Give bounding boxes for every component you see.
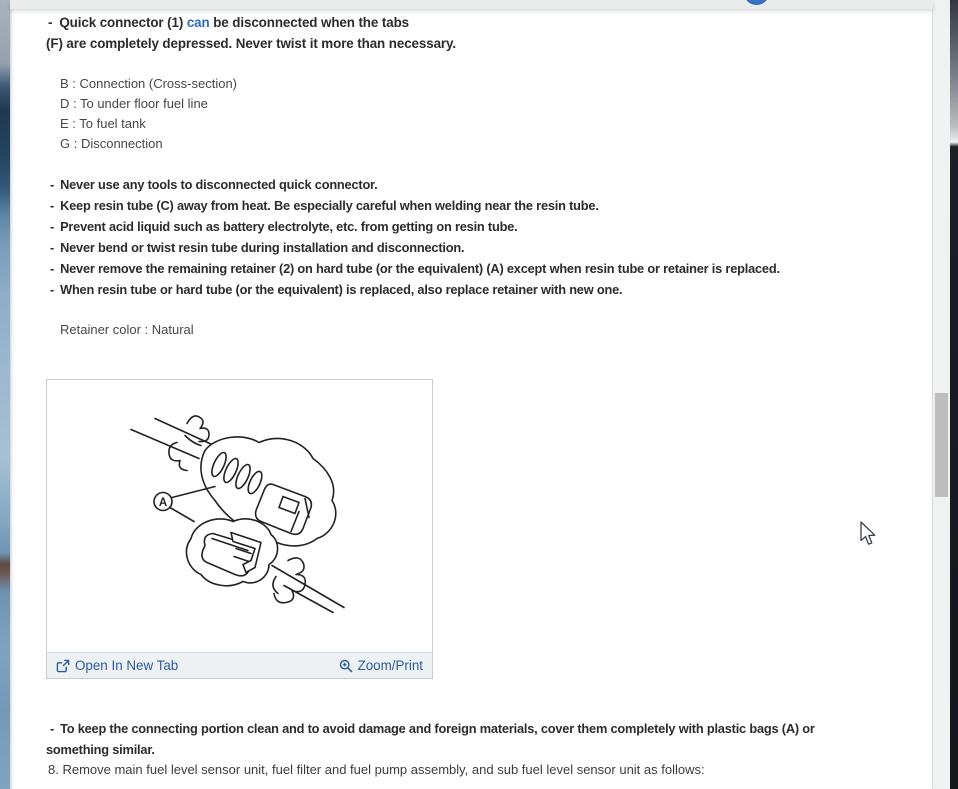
retainer-note: Retainer color : Natural bbox=[60, 322, 194, 337]
intro-text-post: be disconnected when the tabs bbox=[209, 15, 409, 30]
vertical-scrollbar-track[interactable] bbox=[933, 0, 950, 789]
intro-line-2: (F) are completely depressed. Never twist it more than necessary. bbox=[46, 36, 457, 51]
bullet-dash: - bbox=[50, 282, 55, 297]
step-8-text: 8. Remove main fuel level sensor unit, fuel filter and fuel pump assembly, and sub fuel level sensor unit as follows: bbox=[48, 762, 705, 777]
bullet-dash: - bbox=[48, 15, 53, 30]
bullet-dash: - bbox=[50, 721, 55, 736]
figure-toolbar bbox=[47, 652, 432, 678]
page-top-bar bbox=[10, 0, 933, 9]
bullet-dash: - bbox=[50, 219, 55, 234]
open-in-new-tab-icon bbox=[56, 659, 70, 673]
open-in-new-tab-link[interactable] bbox=[56, 658, 178, 673]
caution-text: Keep resin tube (C) away from heat. Be especially careful when welding near the resin tube. bbox=[60, 198, 599, 213]
caution-text: Prevent acid liquid such as battery electrolyte, etc. from getting on resin tube. bbox=[60, 219, 518, 234]
bullet-dash: - bbox=[50, 261, 55, 276]
caution-item bbox=[50, 282, 622, 297]
open-in-new-tab-label: Open In New Tab bbox=[75, 658, 179, 673]
intro-line-1 bbox=[48, 15, 409, 30]
figure-card bbox=[46, 379, 433, 679]
outro-line-1 bbox=[50, 721, 815, 736]
bullet-dash: - bbox=[50, 198, 55, 213]
caution-item bbox=[50, 261, 780, 276]
legend-item-g: G : Disconnection bbox=[60, 136, 163, 151]
can-link[interactable]: can bbox=[186, 15, 210, 30]
connector-illustration bbox=[47, 380, 432, 652]
caution-item bbox=[50, 219, 517, 234]
legend-item-b: B : Connection (Cross-section) bbox=[60, 76, 238, 91]
mouse-cursor bbox=[858, 521, 877, 553]
outro-line-2: something similar. bbox=[46, 742, 155, 757]
caution-item bbox=[50, 198, 599, 213]
legend-item-d: D : To under floor fuel line bbox=[60, 96, 208, 111]
vertical-scrollbar-thumb[interactable] bbox=[935, 393, 948, 497]
line-art-drawing bbox=[47, 380, 432, 652]
outro-text: To keep the connecting portion clean and to avoid damage and foreign materials, cover them completely with plastic bags (A) or bbox=[60, 721, 815, 736]
adjacent-window-edge bbox=[950, 0, 958, 789]
caution-item bbox=[50, 240, 464, 255]
desktop-wallpaper-strip bbox=[0, 0, 10, 789]
caution-text: Never use any tools to disconnected quick connector. bbox=[60, 177, 378, 192]
caution-text: When resin tube or hard tube (or the equivalent) is replaced, also replace retainer with new one. bbox=[60, 282, 623, 297]
bullet-dash: - bbox=[50, 177, 55, 192]
legend-item-e: E : To fuel tank bbox=[60, 116, 146, 131]
caution-text: Never bend or twist resin tube during installation and disconnection. bbox=[60, 240, 465, 255]
caution-item bbox=[50, 177, 378, 192]
callout-a-label: A bbox=[158, 497, 168, 509]
zoom-print-link[interactable] bbox=[339, 658, 423, 673]
zoom-print-label: Zoom/Print bbox=[357, 658, 423, 673]
zoom-magnifier-icon bbox=[339, 659, 353, 673]
intro-text-pre: Quick connector (1) bbox=[59, 15, 187, 30]
bullet-dash: - bbox=[50, 240, 55, 255]
manual-page bbox=[10, 0, 933, 789]
caution-text: Never remove the remaining retainer (2) on hard tube (or the equivalent) (A) except when resin tube or retainer is replaced. bbox=[60, 261, 780, 276]
